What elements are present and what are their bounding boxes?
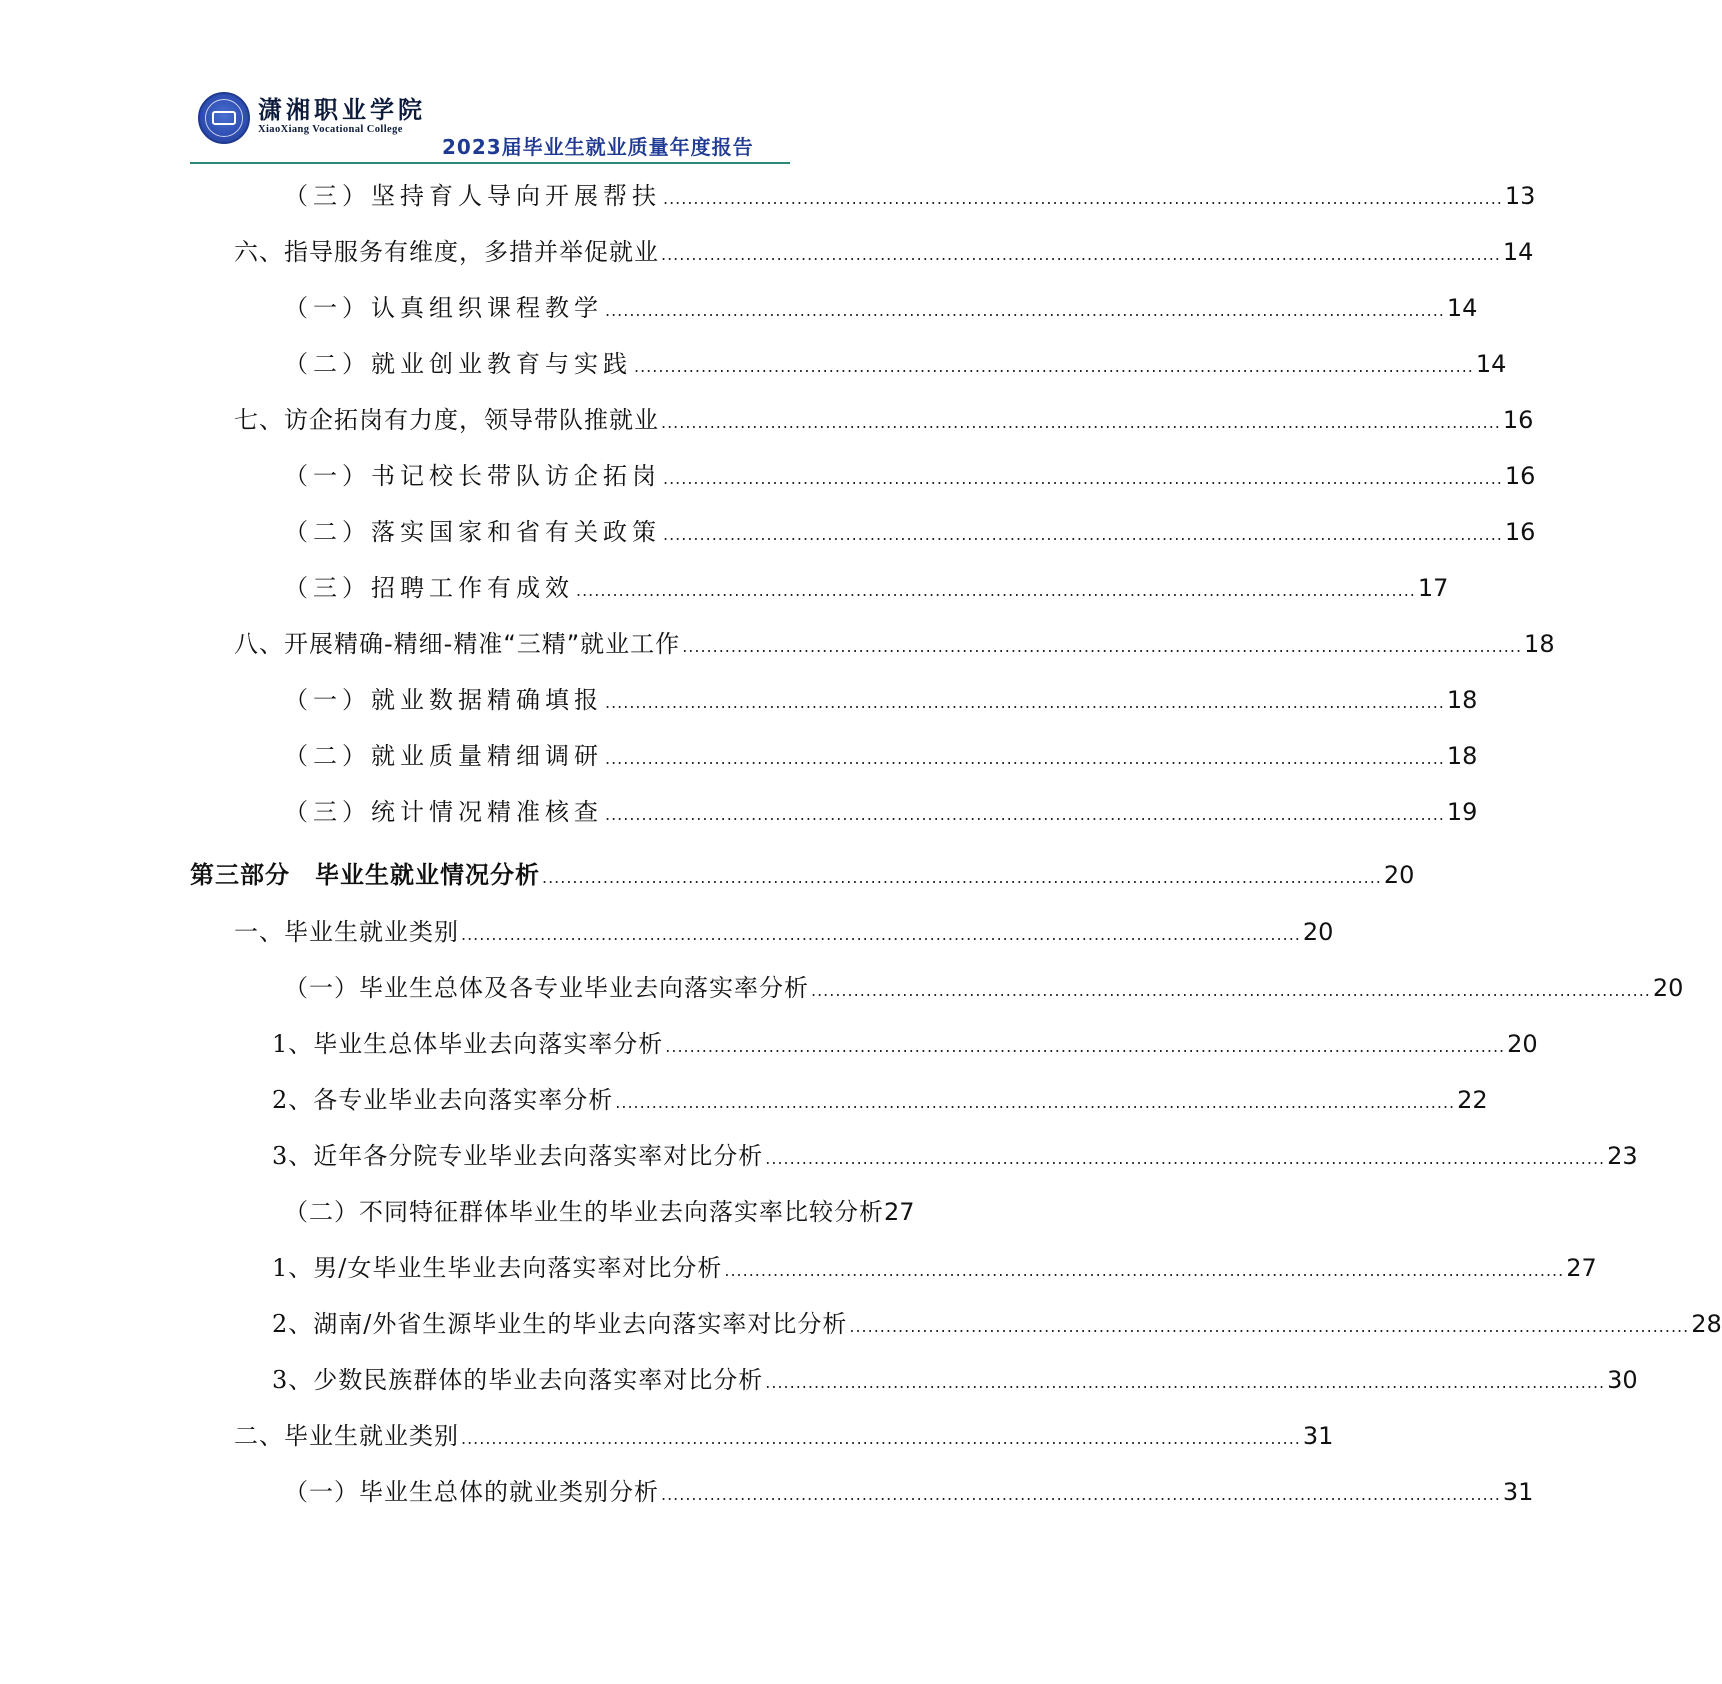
toc-entry-title: 3、少数民族群体的毕业去向落实率对比分析 xyxy=(272,1366,764,1394)
toc-entry[interactable] xyxy=(272,1248,1597,1288)
toc-leader-dots: .......................................................................................................................................... xyxy=(461,1429,1301,1448)
toc-entry-title: 七、访企拓岗有力度，领导带队推就业 xyxy=(234,406,659,434)
toc-leader-dots: .......................................................................................................................................... xyxy=(461,925,1301,944)
college-name-en: XiaoXiang Vocational College xyxy=(258,124,403,135)
toc-entry-title: 1、男/女毕业生毕业去向落实率对比分析 xyxy=(272,1254,723,1282)
toc-entry[interactable] xyxy=(272,1024,1538,1064)
toc-entry[interactable] xyxy=(234,912,1334,952)
toc-entry-title: 2、各专业毕业去向落实率分析 xyxy=(272,1086,614,1114)
toc-leader-dots: .......................................................................................................................................... xyxy=(849,1317,1690,1336)
toc-entry[interactable] xyxy=(284,512,1536,552)
toc-leader-dots: .......................................................................................................................................... xyxy=(663,525,1503,544)
toc-entry-page: 14 xyxy=(1475,350,1507,378)
toc-entry-page: 20 xyxy=(1302,918,1334,946)
toc-leader-dots: .......................................................................................................................................... xyxy=(663,469,1503,488)
toc-entry[interactable] xyxy=(234,400,1534,440)
toc-leader-dots: .......................................................................................................................................... xyxy=(661,245,1501,264)
toc-entry[interactable] xyxy=(284,176,1536,216)
toc-entry[interactable] xyxy=(284,968,1684,1008)
toc-entry[interactable] xyxy=(284,1192,1026,1232)
toc-entry-page: 31 xyxy=(1502,1478,1534,1506)
toc-entry[interactable] xyxy=(284,1472,1534,1512)
toc-entry-page: 17 xyxy=(1417,574,1449,602)
toc-leader-dots: .......................................................................................................................................... xyxy=(665,1037,1506,1056)
toc-entry-title: 二、毕业生就业类别 xyxy=(234,1422,459,1450)
toc-entry-page: 16 xyxy=(1504,518,1536,546)
toc-leader-dots: .......................................................................................................................................... xyxy=(765,1149,1606,1168)
toc-entry[interactable] xyxy=(190,855,1415,895)
toc-entry[interactable] xyxy=(284,792,1478,832)
toc-entry-page: 16 xyxy=(1504,462,1536,490)
toc-entry[interactable] xyxy=(284,680,1478,720)
toc-entry[interactable] xyxy=(272,1304,1722,1344)
toc-entry-page: 19 xyxy=(1446,798,1478,826)
toc-leader-dots: .......................................................................................................................................... xyxy=(576,581,1416,600)
toc-entry-page: 20 xyxy=(1652,974,1684,1002)
toc-leader-dots: .......................................................................................................................................... xyxy=(663,189,1503,208)
college-name-cn: 潇湘职业学院 xyxy=(258,95,426,124)
toc-entry[interactable] xyxy=(272,1136,1638,1176)
toc-entry-page: 18 xyxy=(1446,742,1478,770)
toc-entry-title: （一）认真组织课程教学 xyxy=(284,294,603,322)
toc-entry-title: 一、毕业生就业类别 xyxy=(234,918,459,946)
toc-entry-title: （三）坚持育人导向开展帮扶 xyxy=(284,182,661,210)
toc-entry-title: （一）毕业生总体及各专业毕业去向落实率分析 xyxy=(284,974,809,1002)
toc-entry-title: （二）就业质量精细调研 xyxy=(284,742,603,770)
toc-entry-title: （二）就业创业教育与实践 xyxy=(284,350,632,378)
toc-entry-title: （一）书记校长带队访企拓岗 xyxy=(284,462,661,490)
toc-leader-dots: .......................................................................................................................................... xyxy=(765,1373,1606,1392)
toc-entry[interactable] xyxy=(284,736,1478,776)
toc-entry-title: 八、开展精确-精细-精准“三精”就业工作 xyxy=(234,630,681,658)
toc-entry-title: （一）就业数据精确填报 xyxy=(284,686,603,714)
toc-leader-dots: .......................................................................................................................................... xyxy=(605,301,1445,320)
toc-entry-title: （二）不同特征群体毕业生的毕业去向落实率比较分析 xyxy=(284,1198,884,1226)
toc-leader-dots: .......................................................................................................................................... xyxy=(634,357,1474,376)
toc-leader-dots: .......................................................................................................................................... xyxy=(605,749,1445,768)
report-title: 2023届毕业生就业质量年度报告 xyxy=(442,135,754,159)
toc-entry-title: 2、湖南/外省生源毕业生的毕业去向落实率对比分析 xyxy=(272,1310,848,1338)
toc-entry-title: （三）统计情况精准核查 xyxy=(284,798,603,826)
toc-entry-title: 第三部分 毕业生就业情况分析 xyxy=(190,861,540,889)
toc-entry-title: 1、毕业生总体毕业去向落实率分析 xyxy=(272,1030,664,1058)
toc-entry-page: 14 xyxy=(1446,294,1478,322)
toc-leader-dots: .......................................................................................................................................... xyxy=(661,1485,1501,1504)
toc-entry-page: 27 xyxy=(884,1198,915,1226)
toc-entry[interactable] xyxy=(272,1360,1638,1400)
toc-entry[interactable] xyxy=(284,568,1449,608)
toc-entry[interactable] xyxy=(272,1080,1488,1120)
toc-entry-page: 13 xyxy=(1504,182,1536,210)
toc-leader-dots: .......................................................................................................................................... xyxy=(542,868,1382,887)
toc-entry[interactable] xyxy=(284,344,1507,384)
toc-entry-page: 14 xyxy=(1502,238,1534,266)
toc-entry-title: （三）招聘工作有成效 xyxy=(284,574,574,602)
toc-leader-dots: .......................................................................................................................................... xyxy=(605,693,1445,712)
toc-entry-title: （二）落实国家和省有关政策 xyxy=(284,518,661,546)
toc-entry-page: 28 xyxy=(1691,1310,1722,1338)
toc-entry-page: 20 xyxy=(1507,1030,1538,1058)
toc-entry-page: 22 xyxy=(1457,1086,1488,1114)
toc-leader-dots: .......................................................................................................................................... xyxy=(605,805,1445,824)
toc-leader-dots: .......................................................................................................................................... xyxy=(724,1261,1565,1280)
toc-leader-dots: .......................................................................................................................................... xyxy=(811,981,1651,1000)
toc-entry-title: 3、近年各分院专业毕业去向落实率对比分析 xyxy=(272,1142,764,1170)
toc-entry-page: 16 xyxy=(1502,406,1534,434)
toc-entry-page: 27 xyxy=(1566,1254,1597,1282)
toc-entry[interactable] xyxy=(284,456,1536,496)
toc-entry[interactable] xyxy=(284,288,1478,328)
toc-entry-page: 18 xyxy=(1446,686,1478,714)
toc-entry-title: （一）毕业生总体的就业类别分析 xyxy=(284,1478,659,1506)
toc-entry-page: 30 xyxy=(1607,1366,1638,1394)
toc-entry[interactable] xyxy=(234,232,1534,272)
toc-entry-page: 23 xyxy=(1607,1142,1638,1170)
toc-leader-dots: .......................................................................................................................................... xyxy=(661,413,1501,432)
toc-entry[interactable] xyxy=(234,1416,1334,1456)
toc-entry-page: 31 xyxy=(1302,1422,1334,1450)
toc-leader-dots: .......................................................................................................................................... xyxy=(682,637,1523,656)
toc-entry-page: 18 xyxy=(1524,630,1555,658)
toc-entry-title: 六、指导服务有维度，多措并举促就业 xyxy=(234,238,659,266)
toc-entry[interactable] xyxy=(234,624,1555,664)
toc-leader-dots: .......................................................................................................................................... xyxy=(615,1093,1456,1112)
toc-entry-page: 20 xyxy=(1383,861,1415,889)
